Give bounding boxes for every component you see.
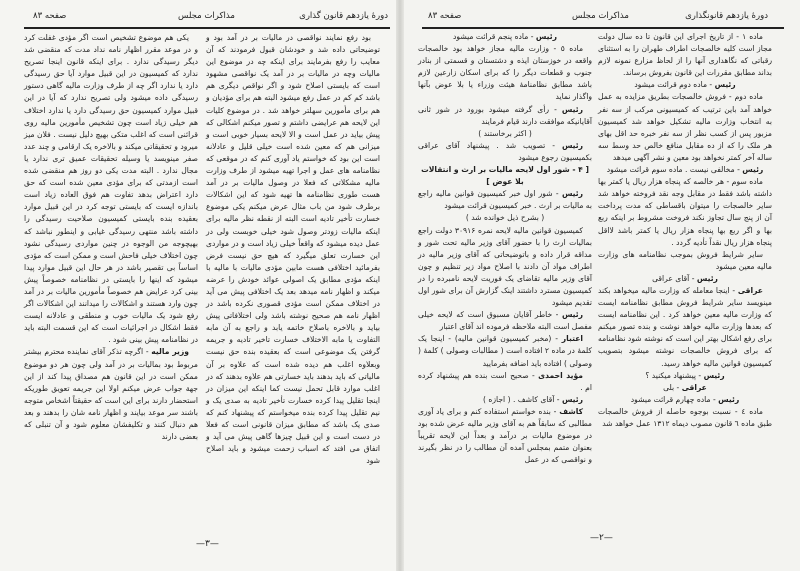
paragraph: رئیس - خاطر آقایان مسبوق است که لایحه خیلی مفصل است البته ملاحظه فرموده اند آقای اعتبار: [418, 310, 592, 332]
paragraph-text: (مخبر کمیسیون قوانین مالیه) - اینجا یک کلمهٔ در ماده ۲ افتاده است ( مطالبات وصولی ) کلمهٔ ( وصولی ) افتاده باید اضافه بفرمایید: [418, 334, 592, 368]
paragraph: رئیس - ماده پنجم قرائت میشود: [453, 32, 557, 41]
paragraph-text: تصویب شد . پیشنهاد آقای عراقی بکمیسیون رجوع میشود: [418, 140, 592, 162]
paragraph-text: ماده ٥ - وزارت مالیه مجاز خواهد بود خالصجات واقعه در خوزستان ایذه و دشتستان و قسمتی از بنادر جنوب و قطعات دیگر را که برای اسکان زارعین لازم باشد مطابق نظامنامهٔ هیئت وزراء یا بلا عوض بآنها واگذار نماید: [418, 44, 592, 102]
speaker-name: رئیس: [561, 394, 583, 404]
paragraph: عراقی - بلی: [663, 382, 707, 392]
header-center-title: مذاکرات مجلس: [178, 11, 235, 21]
paragraph-text: مخالفی نیست . ماده سوم قرائت میشود: [606, 165, 735, 175]
speaker-name: رئیس: [703, 370, 725, 380]
paragraph: مؤید احمدی - صحیح است بنده هم پیشنهاد کرده ام .: [418, 370, 592, 392]
speaker-name: رئیس: [561, 189, 584, 199]
column-left: [24, 32, 198, 443]
speaker-name: اعتبار: [561, 334, 583, 344]
speaker-name: رئیس: [535, 32, 557, 41]
paragraph: رئیس - رأی گرفته میشود بورود در شور ثانی آقایانیکه موافقت دارند قیام فرمایند: [418, 104, 592, 126]
paragraph-text: صحیح است بنده هم پیشنهاد کرده ام .: [418, 370, 592, 392]
column-left: [418, 31, 592, 466]
header-rule: [422, 27, 784, 29]
paragraph-text: ماده ٤ - نسبت بوجوه حاصله از فروش خالصجات طبق ماده ٦ قانون مصوب دیماه ۱۳۱۲ عمل خواهد شد: [598, 406, 772, 428]
paragraph: [24, 32, 198, 346]
column-right: [206, 32, 380, 467]
speaker-name: رئیس: [696, 273, 718, 283]
paragraph-text: یکی هم موضوع تشخیص است اگر مؤدی غفلت کرد و در موعد مقرر اظهار نامه نداد مدت که منقضی شد دیگر رسیدگی ندارد . برای اینکه قانون اینجا تصریح ندارد که کمیسیون در این قبیل موارد آیا حق رسیدگی دارد یا ندارد اگر چه از طرف وزارت مالیه گاهی دستور رسیدگی داده میشود ولی تصریح ندارد که آیا در این قبیل موارد کمیسیون حق رسیدگی دارد یا ندارد اختلاف هم خیلی زیاد است چون تشخیص مأمورین مالیه روی قرائنی است که اغلب متکی بهیچ دلیل نیست . فلان میز میرود و تحقیقاتی میکند و بالاخره یک ارقامی و چند عدد صفر مینویسد یا وسیله تحقیقات عمیق تری ندارد یا مجال ندارد . البته مدت یکی دو روز هم منقضی شده است ازمدتی که برای مؤدی معین شده است که حق دارد اعتراض بدهد تفاوت هم فوق العاده زیاد است باندازه ایست که بایستی توجه کرد در این قبیل موارد بعقیده بنده بایستی کمیسیون صلاحیت رسیدگی را داشته باشد منتهی رسیدگی غیابی و اینطور نباشد که بهیچوجه من الوجوه در چنین مواردی رسیدگی نشود چون اختلاف خیلی فاحش است و ممکن است که مؤدی اساساً بی تقصیر باشد در هر حال این قبیل موارد پیدا میشود که اینها را بایستی در نظامنامه خصوصاً پیش بینی کرد عرایض هم خصوصاً مأمورین مالیات بر در آمد چون وارد هستند و اشکالات را میدانند این اشکالات اگر رفع شود یک مالیات خوب و منطقی و عادلانه ایست فقط اشکال در اجرائیات است که این قسمت البته باید در نظامنامه پیش بینی شود .: [24, 33, 198, 345]
paragraph-text: ( اکثر برخاستند ): [478, 128, 532, 138]
paragraph-text: کمیسیون قوانین مالیه لایحه نمره ۳۰۹۱۶ دولت راجع بمالیات ارث را با حضور آقای وزیر مالیه تحت شور و مداقه قرار داده و باتوضیحاتی که آقای وزیر مالیه در اطراف مواد آن دادند با اصلاح مواد زیر تنظیم و چون آقای وزیر مالیه تقاضای یک فوریت لایحه نامبرده را در کمیسیون مسترد داشتند اینک گزارش آن برای شور اول تقدیم میشود: [418, 225, 592, 308]
page-footer-number: —۲—: [590, 533, 613, 543]
paragraph: وزیر مالیه - اگرچه تذکر آقای نماینده محترم بیشتر مربوط بود بمالیات بر در آمد ولی چون هر دو موضوع ممکن است در این قانون هم مصداق پیدا کند از این جهة جواب عرض میکنم اولا این جریمه تعویق طوریکه استحضار دارند برای این است که حقیقتاً اشخاص متوجه باشند سر موعد بیایند و اظهار نامه شان را بدهند و بعد هم دنبال کنند و تکلیفشان معلوم شود و آن تنبلی که بعضی دارند: [24, 347, 198, 442]
speaker-name: عراقی: [737, 285, 763, 295]
paragraph: اعتبار - (مخبر کمیسیون قوانین مالیه) - اینجا یک کلمهٔ در ماده ۲ افتاده است ( مطالبات وصولی ) کلمهٔ ( وصولی ) افتاده باید اضافه بفرمایید: [418, 334, 592, 368]
paragraph: رئیس - ماده دوم قرائت میشود: [634, 80, 736, 90]
paragraph-text: ماده دوم - فروش خالصجات بطریق مزایده به عمل خواهد آمد باین ترتیب که کمیسیونی مرکب از سه نفر به انتخاب وزارت مالیه تشکیل خواهد شد کمیسیون مزبور پس از کسب نظر از سه نفر خبره حد اقل بهای هر ملک را که از ده مقابل منافع خالص حد وسط سه ساله آخر کمتر نخواهد بود معین و نشر آگهی میدهد: [598, 92, 772, 162]
paragraph-text: ماده دوم قرائت میشود: [634, 80, 708, 90]
paragraph: عراقی - اینجا معامله که وزارت مالیه میخواهد بکند مینویسد سایر شرایط فروش مطابق نظامنامه ایست که وزارت مالیه معین خواهد کرد . این نظامنامه ایست که بعدها وزارت مالیه خواهد نوشت و بنده تصور میکنم برای رفع اشکال بهتر این است که نوشته شود نظامنامه که برای فروش خالصجات نوشته میشود بتصویب کمیسیون قوانین مالیه خواهد رسید.: [598, 285, 772, 368]
speaker-name: عراقی: [681, 382, 707, 392]
paragraph: رئیس - پیشنهاد میکنید ؟: [645, 370, 725, 380]
paragraph: کاشف - بنده خواستم استفاده کنم و برای یاد آوری مطالبی که سابقاً هم به آقای وزیر مالیه عرض شده بود در موضوع مالیات بر درآمد و بعداً این لایحه تقریباً بعنوان متمم بمجلس آمده آن مطالب را در نظر بگیرند و نواقصی که در عمل: [418, 406, 592, 465]
speaker-name: رئیس: [742, 165, 764, 175]
header-session-title: دورهٔ یازدهم قانونگذاری: [685, 11, 768, 21]
paragraph: [598, 249, 772, 273]
speaker-name: رئیس: [561, 104, 583, 114]
book-gutter: [396, 0, 404, 571]
paragraph-text: سایر شرایط فروش بموجب نظامنامه های وزارت مالیه معین میشود: [598, 249, 772, 271]
paragraph: [598, 406, 772, 430]
paragraph: [418, 212, 592, 224]
paragraph-text: بلی: [663, 382, 675, 392]
paragraph: رئیس - مخالفی نیست . ماده سوم قرائت میشود: [606, 165, 764, 175]
section-heading: [418, 164, 592, 188]
paragraph-text: ماده ۱ - از تاریخ اجرای این قانون تا ده سال دولت مجاز است کلیه خالصجات اطراف طهران را به استثنای رقباتی که نگاهداری آنها را از لحاظ مزارع نمونه لازم بداند مطابق مقررات این قانون بفروش برساند.: [598, 32, 772, 78]
speaker-name: وزیر مالیه: [151, 347, 189, 357]
paragraph-text: ماده سوم - هر خالصه که پنجاه هزار ریال یا کمتر بها داشته باشد فقط در مقابل وجه نقد فروخته خواهد شد سایر خالصجات را میتوان باقساطی که مدت پرداخت آن از پنج سال تجاوز نکند فروخت مشروط بر اینکه ربع بها و اگر ربع بها پنجاه هزار ریال یا کمتر باشد لااقل پنجاه هزار ریال نقداً تأدیه گردد .: [598, 177, 772, 247]
column-right: [598, 31, 772, 430]
header-session-title: دورهٔ یازدهم قانون گذاری: [299, 11, 388, 21]
paragraph: [206, 32, 380, 467]
paragraph: [598, 176, 772, 249]
paragraph: رئیس - تصویب شد . پیشنهاد آقای عراقی بکمیسیون رجوع میشود: [418, 140, 592, 162]
paragraph-text: اینجا معامله که وزارت مالیه میخواهد بکند مینویسد سایر شرایط فروش مطابق نظامنامه ایست که وزارت مالیه معین خواهد کرد . این نظامنامه ایست که بعدها وزارت مالیه خواهد نوشت و بنده تصور میکنم برای رفع اشکال بهتر این است که نوشته شود نظامنامه که برای فروش خالصجات نوشته میشود بتصویب کمیسیون قوانین مالیه خواهد رسید.: [598, 285, 772, 368]
paragraph: رئیس - شور اول خبر کمیسیون قوانین مالیه راجع به مالیات بر ارث . خبر کمیسیون قرائت میشود: [418, 189, 592, 211]
paragraph-text: [ ۴ - شور اول لایحه مالیات بر ارث و انتقالات بلا عوض ]: [421, 165, 589, 187]
paragraph-text: ( بشرح ذیل خوانده شد ): [465, 213, 545, 223]
header-page-number: صفحه ۸۳: [33, 11, 67, 21]
speaker-name: رئیس: [561, 310, 583, 320]
header-page-number: صفحه ۸۳: [428, 11, 462, 21]
speaker-name: مؤید احمدی: [538, 370, 583, 380]
paragraph: [598, 31, 772, 79]
paragraph: [418, 43, 592, 103]
paragraph: [418, 225, 592, 310]
paragraph: رئیس - آقای عراقی: [652, 273, 718, 283]
paragraph-text: ماده پنجم قرائت میشود: [453, 32, 529, 41]
paragraph-text: اگرچه تذکر آقای نماینده محترم بیشتر مربوط بود بمالیات بر در آمد ولی چون هر دو موضوع ممکن است در این قانون هم مصداق پیدا کند از این جهة جواب عرض میکنم اولا این جریمه تعویق طوریکه استحضار دارند برای این است که حقیقتاً اشخاص متوجه باشند سر موعد بیایند و اظهار نامه شان را بدهند و بعد هم دنبال کنند و تکلیفشان معلوم شود و آن تنبلی که بعضی دارند: [24, 347, 198, 442]
paragraph-text: شور اول خبر کمیسیون قوانین مالیه راجع به مالیات بر ارث . خبر کمیسیون قرائت میشود: [418, 189, 592, 211]
paragraph-text: رأی گرفته میشود بورود در شور ثانی آقایانیکه موافقت دارند قیام فرمایند: [418, 104, 592, 126]
paragraph: [598, 91, 772, 164]
speaker-name: کاشف: [559, 406, 583, 416]
paragraph-text: پیشنهاد میکنید ؟: [645, 370, 696, 380]
speaker-name: رئیس: [561, 140, 583, 150]
page-footer-number: —۳—: [196, 539, 219, 549]
header-rule: [24, 27, 390, 29]
paragraph-text: آقای عراقی: [652, 273, 690, 283]
header-center-title: مذاکرات مجلس: [572, 11, 629, 21]
paragraph-text: بنده خواستم استفاده کنم و برای یاد آوری مطالبی که سابقاً هم به آقای وزیر مالیه عرض شده بود در موضوع مالیات بر درآمد و بعداً این لایحه تقریباً بعنوان متمم بمجلس آمده آن مطالب را در نظر بگیرند و نواقصی که در عمل: [418, 406, 592, 465]
speaker-name: رئیس: [714, 80, 736, 90]
paragraph-text: آقای کاشف . ( اجازه ): [483, 394, 555, 404]
speaker-name: رئیس: [718, 394, 740, 404]
paragraph-text: بود رفع نمایند نواقصی در مالیات بر در آمد بود و توضیحاتی داده شد و خودشان قبول فرمودند که آن معایب را رفع بفرمایند برای اینکه چه در موضوع این مالیات وچه در مالیات بر در آمد یک نواقصی مشهود است که بایستی اصلاح شود و اگر نواقص دیگری هم باشد کم کم در عمل رفع میشود البته هم برای مؤدیان و هم برای مأمورین سهلتر خواهد شد . در موضوع کلیات این لایحه هم عرایضی داشتم و تصور میکنم اشکالی که پیش بیاید در عمل است و الا لایحه بسیار خوبی است و میزانی هم که معین شده است خیلی قلیل و عادلانه است این بود که خواستم یاد آوری کنم که در موقعی که نظامنامه های عمل و اجرا تهیه میشود از طرف وزارت مالیه مشکلاتی که فعلا در وصول مالیات بر در آمد هست طوری نظامنامه ها تهیه شود که این اشکالات برطرف شود من باب مثال عرض میکنم یکی موضوع خسارت تأخیر تادیه است البته از نقطه نظر مالیه برای اینکه مالیات زودتر وصول شود خیلی خوبست ولی در عمل دیده میشود که واقعاً خیلی زیاد است و در مواردی این خسارت تعلق میگیرد که هیچ حق نیست فرض بفرمائید اختلافی هست مابین مؤدی مالیات با مالیه با اینکه مؤدی مطابق یک اصولی عوائد خودش را عرضه میکند و اظهار نامه میدهد بعد یک اختلافی پیش می آید در اختلاف ممکن است مؤدی قصوری نکرده باشد در اظهار نامه هم صحیح نوشته باشد ولی اختلافاتی پیش بیاید و بالاخره باصلاح خاتمه یابد و راجع به آن مابه التفاوت یا مابه الاختلاف خسارت تاخیر تادیه و جریمه گرفتن یک موضوعی است که بعقیده بنده حق نیست وبعلاوه اغلب هم دیده شده است که علاوه بر آن مالیاتی که باید بدهند باید خسارتی هم علاوه بدهند که در اغلب موارد قابل تحمل نیست کما اینکه این میزان در اینجا تقلیل پیدا کرده خسارت تأخیر تادیه به صدی یک و نیم تقلیل پیدا کرده بنده میخواستم که پیشنهاد کنم که صدی یک باشد که مطابق میزان قانونی است که فعلا در دست است و این قبیل چیزها گاهی پیش می آید و اتفاق می افتد که اسباب زحمت میشود و باید اصلاح شود: [206, 33, 380, 466]
page-right: [400, 0, 800, 571]
paragraph: رئیس - ماده چهارم قرائت میشود: [630, 394, 740, 404]
paragraph-text: ماده چهارم قرائت میشود: [630, 394, 711, 404]
paragraph: [418, 128, 592, 140]
paragraph: رئیس - آقای کاشف . ( اجازه ): [483, 394, 583, 404]
paragraph-text: خاطر آقایان مسبوق است که لایحه خیلی مفصل است البته ملاحظه فرموده اند آقای اعتبار: [418, 310, 592, 332]
